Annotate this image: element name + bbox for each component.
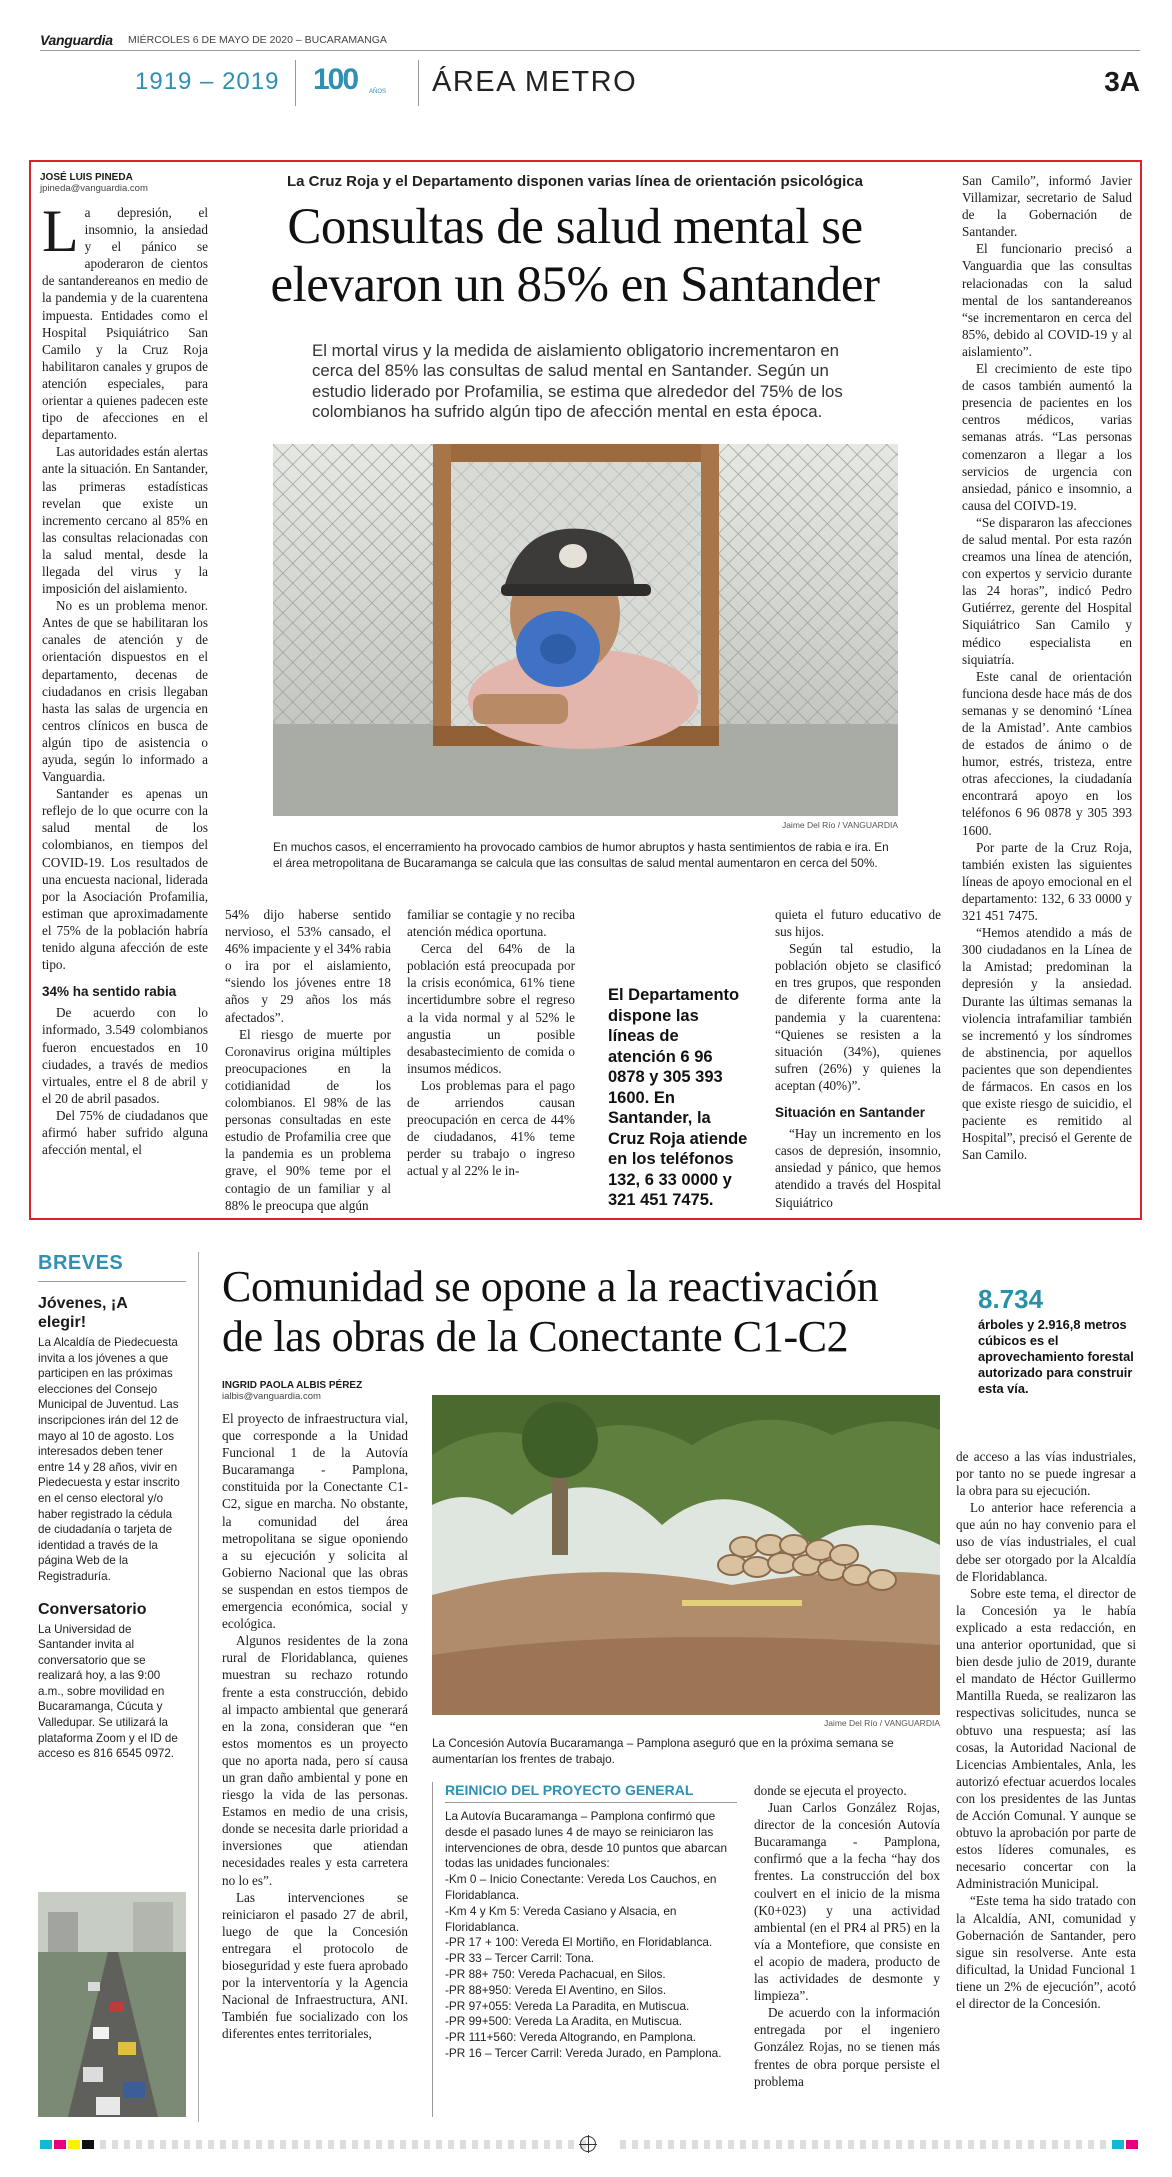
photo-window-mask-person	[273, 444, 898, 816]
second-col5-paragraph: Sobre este tema, el director de la Concesión ya le había explicado a esta redacción, en una anterior oportunidad, que si bien desde julio de 2019, durante el mandato de Héctor Guillermo Mantilla Rueda, se realizaron las respectivas solicitudes, nunca se obtuvo una respuesta; así las cosas, la Autoridad Nacional de Licencias Ambientales, Anla, les autorizó efectuar acuerdos locales con los presidentes de las Juntas de Acción Comunal. Y aunque se obtuvo la aprobación por parte de estos líderes comunales, es necesario concertar con la Administración Municipal.	[956, 1585, 1136, 1892]
second-col4-paragraph: donde se ejecuta el proyecto.	[754, 1783, 907, 1798]
main-col-3	[407, 906, 575, 1216]
col5-paragraph: Según tal estudio, la población objeto se clasificó en tres grupos, que responden de diferente forma ante la pandemia y la cuarentena: “Quienes se resisten a la situación (34%), quienes sufren (26%) y quienes la aceptan (40%)”.	[775, 941, 941, 1093]
author-name: JOSÉ LUIS PINEDA	[40, 172, 133, 183]
col3-paragraph: familiar se contagie y no reciba atención médica oportuna.	[407, 907, 575, 940]
second-author-name: INGRID PAOLA ALBIS PÉREZ	[222, 1380, 363, 1391]
second-col-5	[956, 1448, 1136, 2120]
col6-paragraph: Por parte de la Cruz Roja, también existen las siguientes líneas de apoyo emocional en el departamento: 132, 6 33 0000 y 321 451 7475.	[962, 839, 1132, 924]
second-stat	[978, 1284, 1138, 1397]
second-col-4	[754, 1782, 940, 2120]
masthead	[40, 30, 1140, 110]
page-number: 3A	[1104, 66, 1140, 97]
main-col-6	[962, 172, 1132, 1216]
masthead-rule	[40, 50, 1140, 51]
section-divider	[198, 1252, 199, 2122]
subhead-situacion: Situación en Santander	[775, 1105, 926, 1121]
stat-text: árboles y 2.916,8 metros cúbicos es el aprovechamiento forestal autorizado para construir esta vía.	[978, 1317, 1134, 1396]
headline-line-1: Consultas de salud mental se	[287, 199, 863, 255]
reinicio-box-title: REINICIO DEL PROYECTO GENERAL	[445, 1782, 737, 1803]
second-col5-paragraph: “Este tema ha sido tratado con la Alcaldía, ANI, comunidad y Gobernación de Santander, pero sigue sin resolverse. Ante esta dificultad, la Unidad Funcional 1 tiene un 2% de ejecución”, acotó el director de la Concesión.	[956, 1893, 1136, 2011]
reinicio-box-intro: La Autovía Bucaramanga – Pamplona confirmó que desde el pasado lunes 4 de mayo se reiniciaron las intervenciones de obra, desde 10 puntos que abarcan todas las unidades funcionales:	[445, 1809, 728, 1871]
second-photo-caption: La Concesión Autovía Bucaramanga – Pamplona aseguró que en la próxima semana se aumentarían los frentes de trabajo.	[432, 1736, 894, 1766]
kicker: La Cruz Roja y el Departamento disponen varias línea de orientación psicológica	[287, 173, 863, 190]
main-byline	[40, 172, 220, 194]
col6-paragraph: “Se dispararon las afecciones de salud mental. Por esta razón creamos una línea de atención, con expertos y servicio durante las 24 horas”, indicó Pedro Gutiérrez, gerente del Hospital Siquiátrico San Camilo y médico especialista en siquiatría.	[962, 514, 1132, 667]
second-col-1	[222, 1410, 408, 2120]
second-col1-paragraph: El proyecto de infraestructura vial, que corresponde a la Unidad Funcional 1 de la Autovía Bucaramanga - Pamplona, constituida por la Conectante C1-C2, sigue en marcha. No obstante, la comunidad del área metropolitana se sigue oponiendo a su ejecución y solicita al Gobierno Nacional que las obras se suspendan en estos tiempos de emergencia económica, social y ecológica.	[222, 1411, 408, 1632]
list-item: -PR 99+500: Vereda La Aradita, en Mutiscua.	[445, 2014, 683, 2029]
main-col-5	[775, 906, 941, 1216]
col1-paragraph: De acuerdo con lo informado, 3.549 colombianos fueron encuestados en 10 ciudades, a través de medios virtuales, entre el 8 de abril y el 20 de abril pasados.	[42, 1005, 208, 1106]
section-title: ÁREA METRO	[432, 66, 638, 98]
second-photo-credit: Jaime Del Río / VANGUARDIA	[823, 1718, 940, 1728]
main-photo-caption: En muchos casos, el encerramiento ha provocado cambios de humor abruptos y hasta sentimientos de rabia e ira. En el área metropolitana de Bucaramanga se calcula que las consultas de salud mental aumentaron en cerca del 50%.	[273, 840, 889, 870]
breve-1-title: Jóvenes, ¡A elegir!	[38, 1295, 128, 1331]
col2-paragraph: El riesgo de muerte por Coronavirus origina múltiples preocupaciones en la cotidianidad de los colombianos. El 98% de las personas consultadas en este estudio de Profamilia cree que la pandemia es un problema grave, el 90% teme por el contagio de un familiar y al 88% le preocupa que algún	[225, 1026, 391, 1213]
brand-logo: Vanguardia	[40, 32, 113, 48]
headline	[225, 198, 925, 314]
masthead-divider-2	[418, 60, 419, 106]
col1-paragraph: a depresión, el insomnio, la ansiedad y el pánico se apoderaron de cientos de santandereanos en medio de la pandemia y de la cuarentena impuesta. Entidades como el Hospital Psiquiátrico San Camilo y la Cruz Roja habilitaron canales y grupos de atención especiales, para orientar a quienes padecen este tipo de afecciones en el departamento.	[42, 205, 208, 443]
list-item: -PR 88+ 750: Vereda Pachacual, en Silos.	[445, 1966, 666, 1981]
col6-paragraph: San Camilo”, informó Javier Villamizar, secretario de Salud de la Gobernación de Santander.	[962, 173, 1132, 240]
breves-sidebar	[38, 1252, 186, 2122]
list-item: -PR 33 – Tercer Carril: Tona.	[445, 1951, 595, 1966]
list-item: -PR 111+560: Vereda Altogrando, en Pamplona.	[445, 2030, 697, 2045]
breve-2-title: Conversatorio	[38, 1600, 147, 1618]
second-col4-paragraph: De acuerdo con la información entregada por el ingeniero González Rojas, no se tienen más frentes de obra porque persiste el problema	[754, 2005, 940, 2089]
second-col5-paragraph: de acceso a las vías industriales, por tanto no se puede ingresar a la obra para su ejecución.	[956, 1449, 1136, 1499]
col1-paragraph: Santander es apenas un reflejo de lo que ocurre con la salud mental de los colombianos, en tiempos del COVID-19. Los resultados de una encuesta nacional, liderada por la Asociación Profamilia, estiman que aproximadamente el 75% de la población habría tenido alguna afección de este tipo.	[42, 786, 208, 973]
lead-paragraph: El mortal virus y la medida de aislamiento obligatorio incrementaron en cerca del 85% las consultas de salud mental en Santander. Según un estudio liderado por Profamilia, se estima que alrededor del 75% de los colombianos ha sufrido algún tipo de afección mental en esta época.	[312, 341, 843, 421]
traffic-image	[38, 1892, 186, 2117]
second-photo	[432, 1395, 940, 1715]
subhead-rabia: 34% ha sentido rabia	[42, 984, 177, 1000]
col1-paragraph: No es un problema menor. Antes de que se habilitaran los canales de atención y de orientación dispuestos en el departamento, decenas de ciudadanos en crisis llegaban hasta las salas de urgencia en centros clínicos en busca de algún tipo de asistencia o ayuda, según lo informado a Vanguardia.	[42, 598, 208, 785]
reinicio-box-list	[445, 1872, 737, 2062]
second-headline-line-1: Comunidad se opone a la reactivación	[222, 1262, 879, 1311]
list-item: -Km 4 y Km 5: Vereda Casiano y Alsacia, en Floridablanca.	[445, 1903, 677, 1934]
breves-traffic-photo	[38, 1892, 186, 2117]
second-col1-paragraph: Algunos residentes de la zona rural de Floridablanca, quienes muestran su rechazo rotundo frente a esta construcción, debido al impacto ambiental que generará en la zona, consideran que “en estos momentos es un proyecto que no aporta nada, pero sí causa un gran daño ambiental y pone en riesgo la vida de las personas. Estamos en medio de una crisis, donde se necesita darle prioridad a inversiones que atiendan necesidades reales y esta carretera no lo es”.	[222, 1633, 408, 1888]
main-col-1	[42, 204, 208, 1214]
col5-paragraph: quieta el futuro educativo de sus hijos.	[775, 907, 941, 940]
col3-paragraph: Cerca del 64% de la población está preocupada por la crisis económica, 61% tiene incertidumbre sobre el regreso a la vida normal y al 52% le angustia un posible desabastecimiento de comida o insumos médicos.	[407, 941, 575, 1076]
second-headline	[222, 1262, 962, 1362]
logs-construction-image	[432, 1395, 940, 1715]
reinicio-box	[432, 1782, 737, 2117]
col6-paragraph: El funcionario precisó a Vanguardia que las consultas relacionadas con la salud mental de los santandereanos “se incrementaron en cerca del 85%, debido al COVID-19 y al aislamiento”.	[962, 241, 1132, 359]
main-photo	[273, 444, 898, 816]
second-col4-paragraph: Juan Carlos González Rojas, director de la concesión Autovía Bucaramanga - Pamplona, confirmó que a la fecha “hay dos frentes. La construcción del box coulvert en el inicio de la misma (K0+023) y una actividad ambiental (en el PR4 al PR5) en la vía a Montefiore, que consiste en el acopio de madera, producto de las actividades de desmonte y limpieza”.	[754, 1800, 940, 2004]
phone-lines-box: El Departamento dispone las líneas de atención 6 96 0878 y 305 393 1600. En Santander, la Cruz Roja atiende en los teléfonos 132, 6 33 0000 y 321 451 7475.	[608, 986, 748, 1209]
anniversary-logo: 100 AÑOS	[313, 63, 387, 96]
col5-paragraph: “Hay un incremento en los casos de depresión, insomnio, ansiedad y pánico, que hemos atendido a través del Hospital Siquiátrico	[775, 1126, 941, 1210]
col1-paragraph: Las autoridades están alertas ante la situación. En Santander, las primeras estadísticas revelan que existe un incremento cercano al 85% en las consultas relacionadas con la salud mental, desde la llegada del virus y la imposición del aislamiento.	[42, 444, 208, 597]
second-headline-line-2: de las obras de la Conectante C1-C2	[222, 1312, 849, 1361]
col1-paragraph: Del 75% de ciudadanos que afirmó haber sufrido alguna afección mental, el	[42, 1107, 208, 1158]
list-item: -Km 0 – Inicio Conectante: Vereda Los Cauchos, en Floridablanca.	[445, 1872, 717, 1902]
list-item: -PR 88+950: Vereda El Aventino, en Silos.	[445, 1982, 667, 1997]
stat-number: 8.734	[978, 1284, 1044, 1314]
breve-2-text: La Universidad de Santander invita al conversatorio que se realizará hoy, a las 9:00 a.m., sobre movilidad en Bucaramanga, Cúcuta y Valledupar. Se utilizará la plataforma Zoom y el ID de acceso es 816 6545 0972.	[38, 1622, 178, 1761]
col6-paragraph: “Hemos atendido a más de 300 ciudadanos en la Línea de la Amistad; predominan la depresión y la ansiedad. Durante las últimas semanas la violencia intrafamiliar también se incrementó y los síndromes de abstinencia, por aquellos pacientes que son dependientes de fármacos. En casos en los que existe riesgo de suicidio, el paciente es remitido al Hospital”, precisó el Gerente de San Camilo.	[962, 925, 1132, 1163]
breves-label: BREVES	[38, 1252, 186, 1282]
dropcap: L	[42, 204, 79, 264]
main-col-2	[225, 906, 391, 1216]
list-item: -PR 16 – Tercer Carril: Vereda Jurado, en Pamplona.	[445, 2045, 722, 2060]
col2-paragraph: 54% dijo haberse sentido nervioso, el 53% cansado, el 46% impaciente y el 34% rabia o ira por el aislamiento, “siendo los jóvenes entre 18 años y 29 años los más afectados”.	[225, 907, 391, 1025]
registration-mark-icon	[580, 2136, 596, 2152]
breve-1-text: La Alcaldía de Piedecuesta invita a los jóvenes a que participen en las próximas elecciones del Consejo Municipal de Juventud. Las inscripciones irán del 12 de mayo al 10 de agosto. Los interesados deben tener entre 14 y 28 años, vivir en Piedecuesta y estar inscrito en el censo electoral y/o haber registrado la cédula de ciudadanía o tarjeta de identidad a través de la página Web de la Registraduría.	[38, 1336, 180, 1583]
author-email: jpineda@vanguardia.com	[40, 183, 148, 194]
list-item: -PR 97+055: Vereda La Paradita, en Mutiscua.	[445, 1998, 690, 2013]
col6-paragraph: El crecimiento de este tipo de casos también aumentó la presencia de pacientes en los centros médicos, varias semanas atrás. “Las personas comenzaron a llegar a los servicios de urgencia con ansiedad, pánico e insomnio, a causa del COIVD-19.	[962, 361, 1132, 513]
second-byline	[222, 1380, 422, 1402]
list-item: -PR 17 + 100: Vereda El Mortiño, en Floridablanca.	[445, 1935, 713, 1950]
date-line: MIÉRCOLES 6 DE MAYO DE 2020 – BUCARAMANGA	[128, 34, 387, 46]
headline-line-2: elevaron un 85% en Santander	[270, 257, 880, 313]
masthead-divider	[295, 60, 296, 106]
second-col1-paragraph: Las intervenciones se reiniciaron el pasado 27 de abril, luego de que la Concesión entregara el protocolo de bioseguridad y este fuera aprobado por la interventoría y la Agencia Nacional de Infraestructura, ANI. También fue socializado con los diferentes entes territoriales,	[222, 1889, 408, 2042]
col3-paragraph: Los problemas para el pago de arriendos causan preocupación en cerca de 44% de ciudadanos, 41% teme perder su trabajo o ingreso actual y al 22% le in-	[407, 1077, 575, 1179]
years-label: 1919 – 2019	[135, 68, 280, 95]
col6-paragraph: Este canal de orientación funciona desde hace más de dos semanas y se denominó ‘Línea de la Amistad’. Ante cambios de estados de ánimo o de humor, estrés, tristeza, entre otras afecciones, la ciudadanía encontrará apoyo en los teléfonos 6 96 0878 y 305 393 1600.	[962, 668, 1132, 838]
main-photo-credit: Jaime Del Río / VANGUARDIA	[781, 820, 898, 830]
second-col5-paragraph: Lo anterior hace referencia a que aún no hay convenio para el uso de vías industriales, el cual debe ser otorgado por la Alcaldía de Floridablanca.	[956, 1500, 1136, 1584]
second-author-email: ialbis@vanguardia.com	[222, 1391, 321, 1402]
